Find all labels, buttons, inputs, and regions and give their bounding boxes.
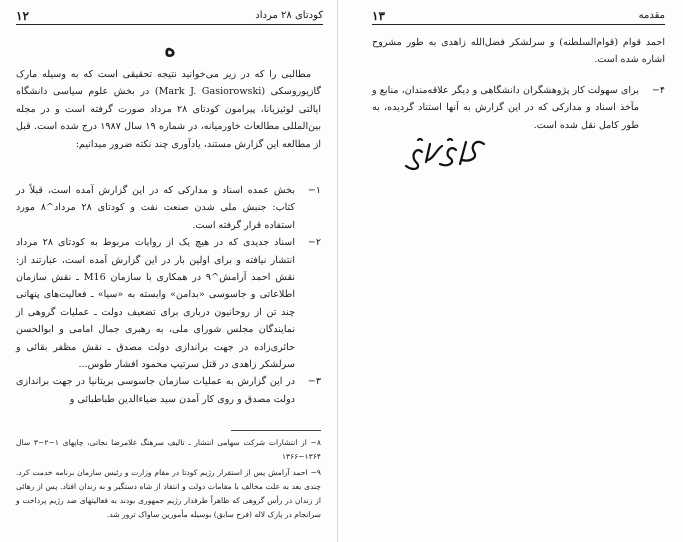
list-item-text: بخش عمده اسناد و مدارکی که در این گزارش آمده است، قبلاً در کتاب: جنبش ملی شدن صنعت نفت و کودتای ۲۸ مرداد^۸ مورد استفاده قرار گرفته است. [16,185,295,231]
list-item-number: ۲− [307,237,321,249]
numbered-list [372,82,665,134]
section-mark: ه [164,36,176,62]
left-page-number: ۱۲ [16,9,29,23]
left-page [0,0,338,542]
intro-text: مطالبی را که در زیر می‌خوانید نتیجه تحقیقی است که به وسیله مارک گازیوروسکی (Mark J. Gasiorowski) در بخش علوم سیاسی دانشگاه ایالتی لوئیزیانا، پیرامون کودتای ۲۸ مرداد صورت گرفته است و در مجله بین‌المللی مطالعات خاورمیانه، در شماره ۱۹ سال ۱۹۸۷ درج شده است. قبل از مطالعه این گزارش مستند، یادآوری چند نکته ضرور میدانیم: [16,69,321,150]
list-item [16,234,321,373]
list-item [16,373,321,408]
continuation-paragraph [372,34,665,69]
right-page [342,0,683,542]
footnote: ۸− از انتشارات شرکت سهامی انتشار ـ تالیف سرهنگ غلامرضا نجاتی، چاپهای ۱−۲−۳ سال ۱۳۶۴−۱۳۶۶ [16,438,321,461]
left-running-head [16,8,323,25]
list-item-text: در این گزارش به عملیات سازمان جاسوسی بریتانیا در جهت براندازی دولت مصدق و روی کار آمدن سید ضیاءالدین طباطبائی و [16,376,295,405]
handwritten-signature [400,132,490,178]
list-item-number: ۴− [651,85,665,96]
right-page-number: ۱۳ [372,9,385,23]
numbered-list [16,182,321,408]
list-item-number: ۳− [307,376,321,388]
footnote-divider [231,430,321,431]
list-item [372,82,665,134]
right-running-head [372,8,665,25]
left-header-title: کودتای ۲۸ مرداد [255,10,323,21]
list-item-text: اسناد جدیدی که در هیچ یک از روایات مربوط به کودتای ۲۸ مرداد انتشار نیافته و برای اولین بار در این گزارش آمده است، عبارتند از: نقش احمد آرامش^۹ در همکاری با سازمان M16 ـ نقش سازمان اطلاعاتی و جاسوسی «بدامن» وابسته به «سیا» ـ فعالیت‌های پنهانی چند تن از روحانیون درباری برای تضعیف دولت ـ عملیات گروهی از نمایندگان مجلس شورای ملی، به رهبری جمال امامی و ابوالحسن حائری‌زاده در جهت براندازی دولت مصدق ـ نقش مظفر بقائی و سرلشکر زاهدی در قتل سرتیپ محمود افشار طوس... [16,237,295,371]
continuation-text: احمد قوام (قوام‌السلطنه) و سرلشکر فضل‌الله زاهدی به طور مشروح اشاره شده است. [372,37,665,66]
list-item-number: ۱− [307,185,321,196]
footnote: ۹− احمد آرامش پس از استقرار رژیم کودتا در مقام وزارت و رئیس سازمان برنامه خدمت کرد. چندی بعد به علت مخالف با مقامات دولت و انتقاد از شاه دستگیر و به زندان افتاد. پس از رهائی از زندان در رأس گروهی که ظاهراً طرفدار رژیم جمهوری بودند به فعالیتهای ضد رژیم پرداخت و سرانجام در پارک لاله (فرح سابق) بوسیله مأمورین ساواک ترور شد. [16,468,321,519]
list-item [16,182,321,234]
list-item-text: برای سهولت کار پژوهشگران دانشگاهی و دیگر علاقه‌مندان، منابع و مآخذ اسناد و مدارکی که در این گزارش به آنها استناد گردیده، به طور کامل نقل شده است. [372,85,639,131]
right-header-title: مقدمه [638,10,665,21]
intro-paragraph [16,66,321,153]
footnotes [16,436,321,524]
